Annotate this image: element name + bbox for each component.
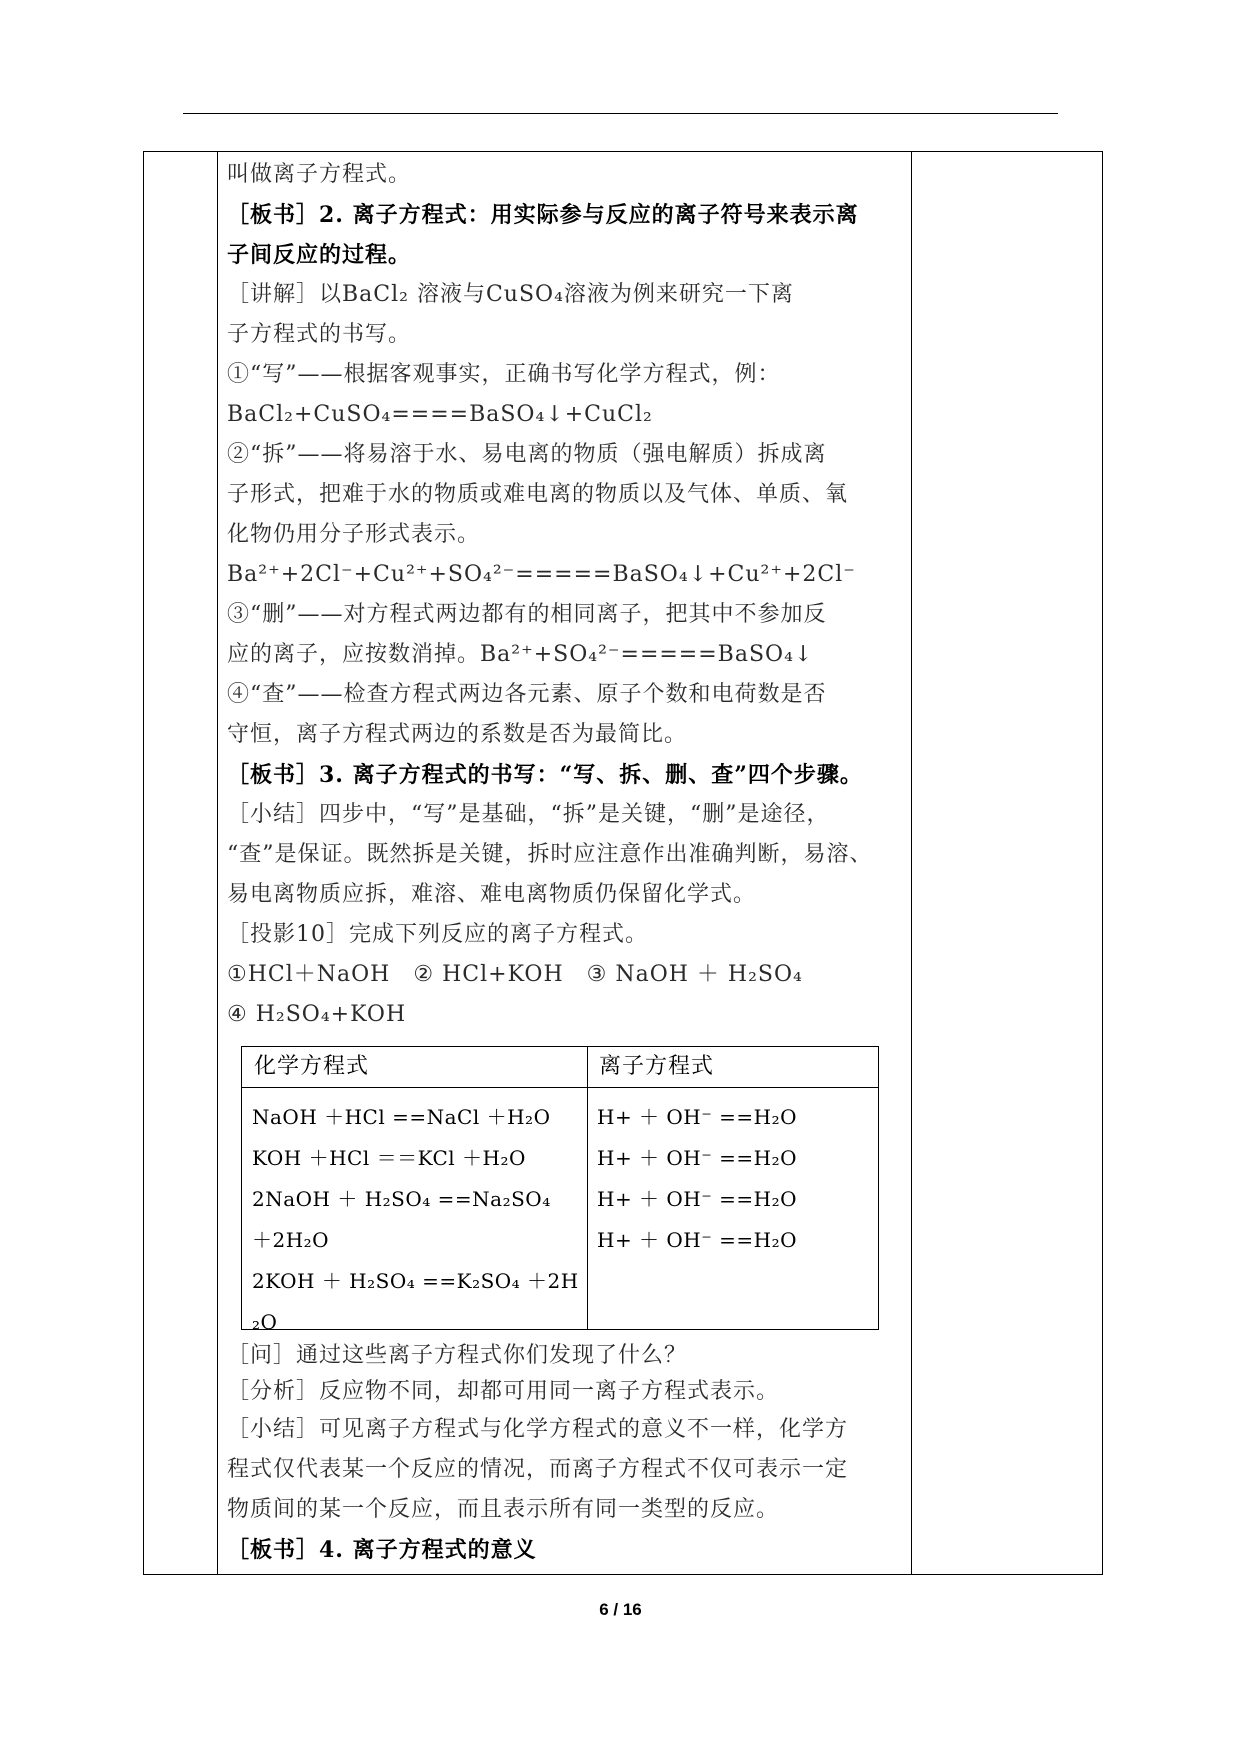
text-line: ④“查”——检查方程式两边各元素、原子个数和电荷数是否 bbox=[227, 682, 827, 707]
table-cell: KOH ＋HCl ＝＝KCl ＋H₂O bbox=[252, 1146, 526, 1170]
text-line: 易电离物质应拆，难溶、难电离物质仍保留化学式。 bbox=[227, 882, 757, 907]
chemical-equations-column bbox=[252, 1097, 582, 1343]
text-line: ［讲解］以BaCl₂ 溶液与CuSO₄溶液为例来研究一下离 bbox=[227, 282, 794, 307]
table-cell: 2NaOH ＋ H₂SO₄ ==Na₂SO₄ bbox=[252, 1187, 551, 1211]
header-rule bbox=[183, 113, 1058, 114]
text-line: ①“写”——根据客观事实，正确书写化学方程式，例： bbox=[227, 362, 781, 387]
table-cell: H+ ＋ OH⁻ ==H₂O bbox=[597, 1187, 798, 1211]
text-line: ［问］通过这些离子方程式你们发现了什么？ bbox=[227, 1343, 688, 1368]
table-cell: H+ ＋ OH⁻ ==H₂O bbox=[597, 1105, 798, 1129]
equation-line: BaCl₂+CuSO₄====BaSO₄↓+CuCl₂ bbox=[227, 402, 653, 427]
column-divider-left bbox=[217, 151, 218, 1575]
text-line: 程式仅代表某一个反应的情况，而离子方程式不仅可表示一定 bbox=[227, 1457, 849, 1482]
ionic-equations-column bbox=[597, 1097, 877, 1261]
board-note-line: 子间反应的过程。 bbox=[227, 242, 412, 268]
text-line: 叫做离子方程式。 bbox=[227, 162, 412, 187]
text-line: ③“删”——对方程式两边都有的相同离子，把其中不参加反 bbox=[227, 602, 827, 627]
board-note-line: ［板书］2. 离子方程式：用实际参与反应的离子符号来表示离 bbox=[227, 202, 859, 228]
lesson-content-after-table bbox=[227, 1338, 907, 1570]
board-note-line: ［板书］3. 离子方程式的书写：“写、拆、删、查”四个步骤。 bbox=[227, 762, 863, 788]
text-line: 子形式，把难于水的物质或难电离的物质以及气体、单质、氧 bbox=[227, 482, 849, 507]
equation-line: Ba²⁺+2Cl⁻+Cu²⁺+SO₄²⁻=====BaSO₄↓+Cu²⁺+2Cl⁻ bbox=[227, 562, 856, 587]
text-line: 应的离子，应按数消掉。Ba²⁺+SO₄²⁻=====BaSO₄↓ bbox=[227, 642, 814, 667]
table-cell: ₂O bbox=[252, 1310, 278, 1334]
text-line: “查”是保证。既然拆是关键，拆时应注意作出准确判断，易溶、 bbox=[227, 842, 873, 867]
exercise-line: ①HCl＋NaOH ② HCl+KOH ③ NaOH ＋ H₂SO₄ bbox=[227, 962, 803, 987]
table-cell: NaOH ＋HCl ==NaCl ＋H₂O bbox=[252, 1105, 551, 1129]
text-line: ［投影10］完成下列反应的离子方程式。 bbox=[227, 922, 648, 947]
header-chemical-equation: 化学方程式 bbox=[254, 1054, 370, 1079]
table-cell: 2KOH ＋ H₂SO₄ ==K₂SO₄ ＋2H bbox=[252, 1269, 579, 1293]
text-line: ［分析］反应物不同，却都可用同一离子方程式表示。 bbox=[227, 1379, 780, 1404]
text-line: 化物仍用分子形式表示。 bbox=[227, 522, 481, 547]
text-line: 物质间的某一个反应，而且表示所有同一类型的反应。 bbox=[227, 1497, 780, 1522]
text-line: ［小结］可见离子方程式与化学方程式的意义不一样，化学方 bbox=[227, 1417, 849, 1442]
text-line: 子方程式的书写。 bbox=[227, 322, 412, 347]
text-line: 守恒，离子方程式两边的系数是否为最简比。 bbox=[227, 722, 688, 747]
lesson-content bbox=[227, 155, 907, 1035]
table-cell: ＋2H₂O bbox=[252, 1228, 330, 1252]
board-note-line: ［板书］4. 离子方程式的意义 bbox=[227, 1537, 537, 1563]
equation-table bbox=[241, 1046, 879, 1334]
header-ionic-equation: 离子方程式 bbox=[599, 1054, 715, 1079]
equation-table-divider bbox=[587, 1047, 588, 1329]
exercise-line: ④ H₂SO₄+KOH bbox=[227, 1002, 407, 1027]
page-number: 6 / 16 bbox=[599, 1600, 642, 1619]
text-line: ②“拆”——将易溶于水、易电离的物质（强电解质）拆成离 bbox=[227, 442, 827, 467]
column-divider-right bbox=[911, 151, 912, 1575]
table-cell: H+ ＋ OH⁻ ==H₂O bbox=[597, 1146, 798, 1170]
text-line: ［小结］四步中，“写”是基础，“拆”是关键，“删”是途径， bbox=[227, 802, 830, 827]
table-cell: H+ ＋ OH⁻ ==H₂O bbox=[597, 1228, 798, 1252]
